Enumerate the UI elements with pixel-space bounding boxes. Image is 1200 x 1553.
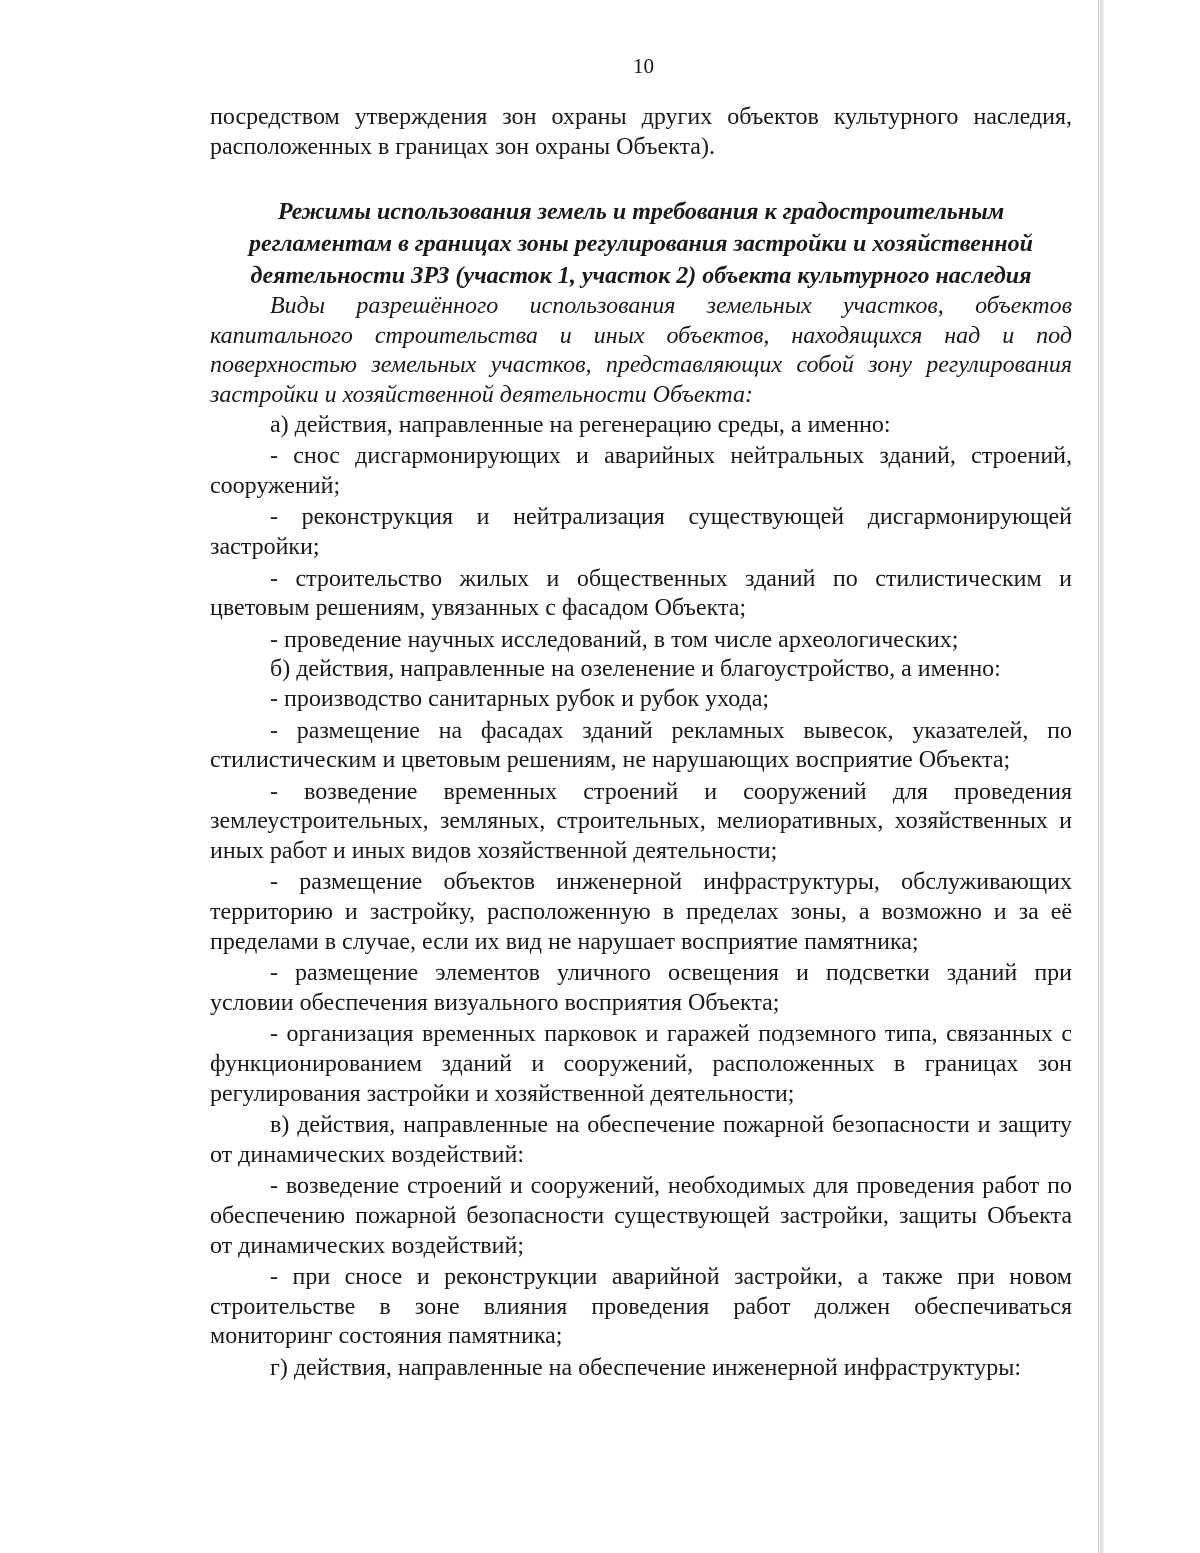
list-item: - проведение научных исследований, в том числе археологических; [270, 626, 959, 653]
list-item: - реконструкция и нейтрализация существующей дисгармонирующей застройки; [210, 504, 1072, 560]
page-number: 10 [633, 54, 654, 78]
section-subheading: Виды разрешённого использования земельных участков, объектов капитального строительства и иных объектов, находящихся над и под поверхностью земельных участков, представляющих собой зону регулирования застройки и хозяйственной деятельности Объекта: [210, 293, 1072, 408]
list-item: а) действия, направленные на регенерацию среды, а именно: [270, 411, 891, 438]
document-body [210, 103, 1072, 1384]
list-item: - при сносе и реконструкции аварийной застройки, а также при новом строительстве в зоне влияния проведения работ должен обеспечиваться мониторинг состояния памятника; [210, 1264, 1072, 1350]
regulation-list [210, 411, 1072, 1384]
list-item: - размещение на фасадах зданий рекламных вывесок, указателей, по стилистическим и цветовым решениям, не нарушающих восприятие Объекта; [210, 717, 1072, 774]
list-item: б) действия, направленные на озеленение и благоустройство, а именно: [270, 656, 1001, 683]
list-item: - размещение объектов инженерной инфраструктуры, обслуживающих территорию и застройку, расположенную в пределах зоны, а возможно и за её пределами в случае, если их вид не нарушает восприятие памятника; [210, 869, 1072, 955]
list-item: - возведение временных строений и сооружений для проведения землеустроительных, земляных, строительных, мелиоративных, хозяйственных и иных работ и иных видов хозяйственной деятельности; [210, 778, 1072, 864]
section-gap [210, 162, 1072, 196]
list-item: - строительство жилых и общественных зданий по стилистическим и цветовым решениям, увязанных с фасадом Объекта; [210, 565, 1072, 622]
list-item: - размещение элементов уличного освещения и подсветки зданий при условии обеспечения визуального восприятия Объекта; [210, 960, 1072, 1016]
list-item: в) действия, направленные на обеспечение пожарной безопасности и защиту от динамических воздействий: [210, 1112, 1072, 1168]
scan-edge-shadow [1100, 0, 1104, 1553]
list-item: - снос дисгармонирующих и аварийных нейтральных зданий, строений, сооружений; [210, 443, 1072, 499]
list-item: г) действия, направленные на обеспечение инженерной инфраструктуры: [270, 1354, 1022, 1381]
scan-edge-line [1098, 0, 1099, 1553]
intro-paragraph: посредством утверждения зон охраны других объектов культурного наследия, расположенных в границах зон охраны Объекта). [210, 104, 1072, 160]
list-item: - производство санитарных рубок и рубок ухода; [270, 685, 770, 712]
list-item: - возведение строений и сооружений, необходимых для проведения работ по обеспечению пожарной безопасности существующей застройки, защиты Объекта от динамических воздействий; [210, 1173, 1072, 1259]
list-item: - организация временных парковок и гаражей подземного типа, связанных с функционированием зданий и сооружений, расположенных в границах зон регулирования застройки и хозяйственной деятельности; [210, 1021, 1072, 1107]
section-heading: Режимы использования земель и требования к градостроительным регламентам в границах зоны регулирования застройки и хозяйственной деятельности ЗРЗ (участок 1, участок 2) объекта культурного наследия [249, 199, 1033, 290]
